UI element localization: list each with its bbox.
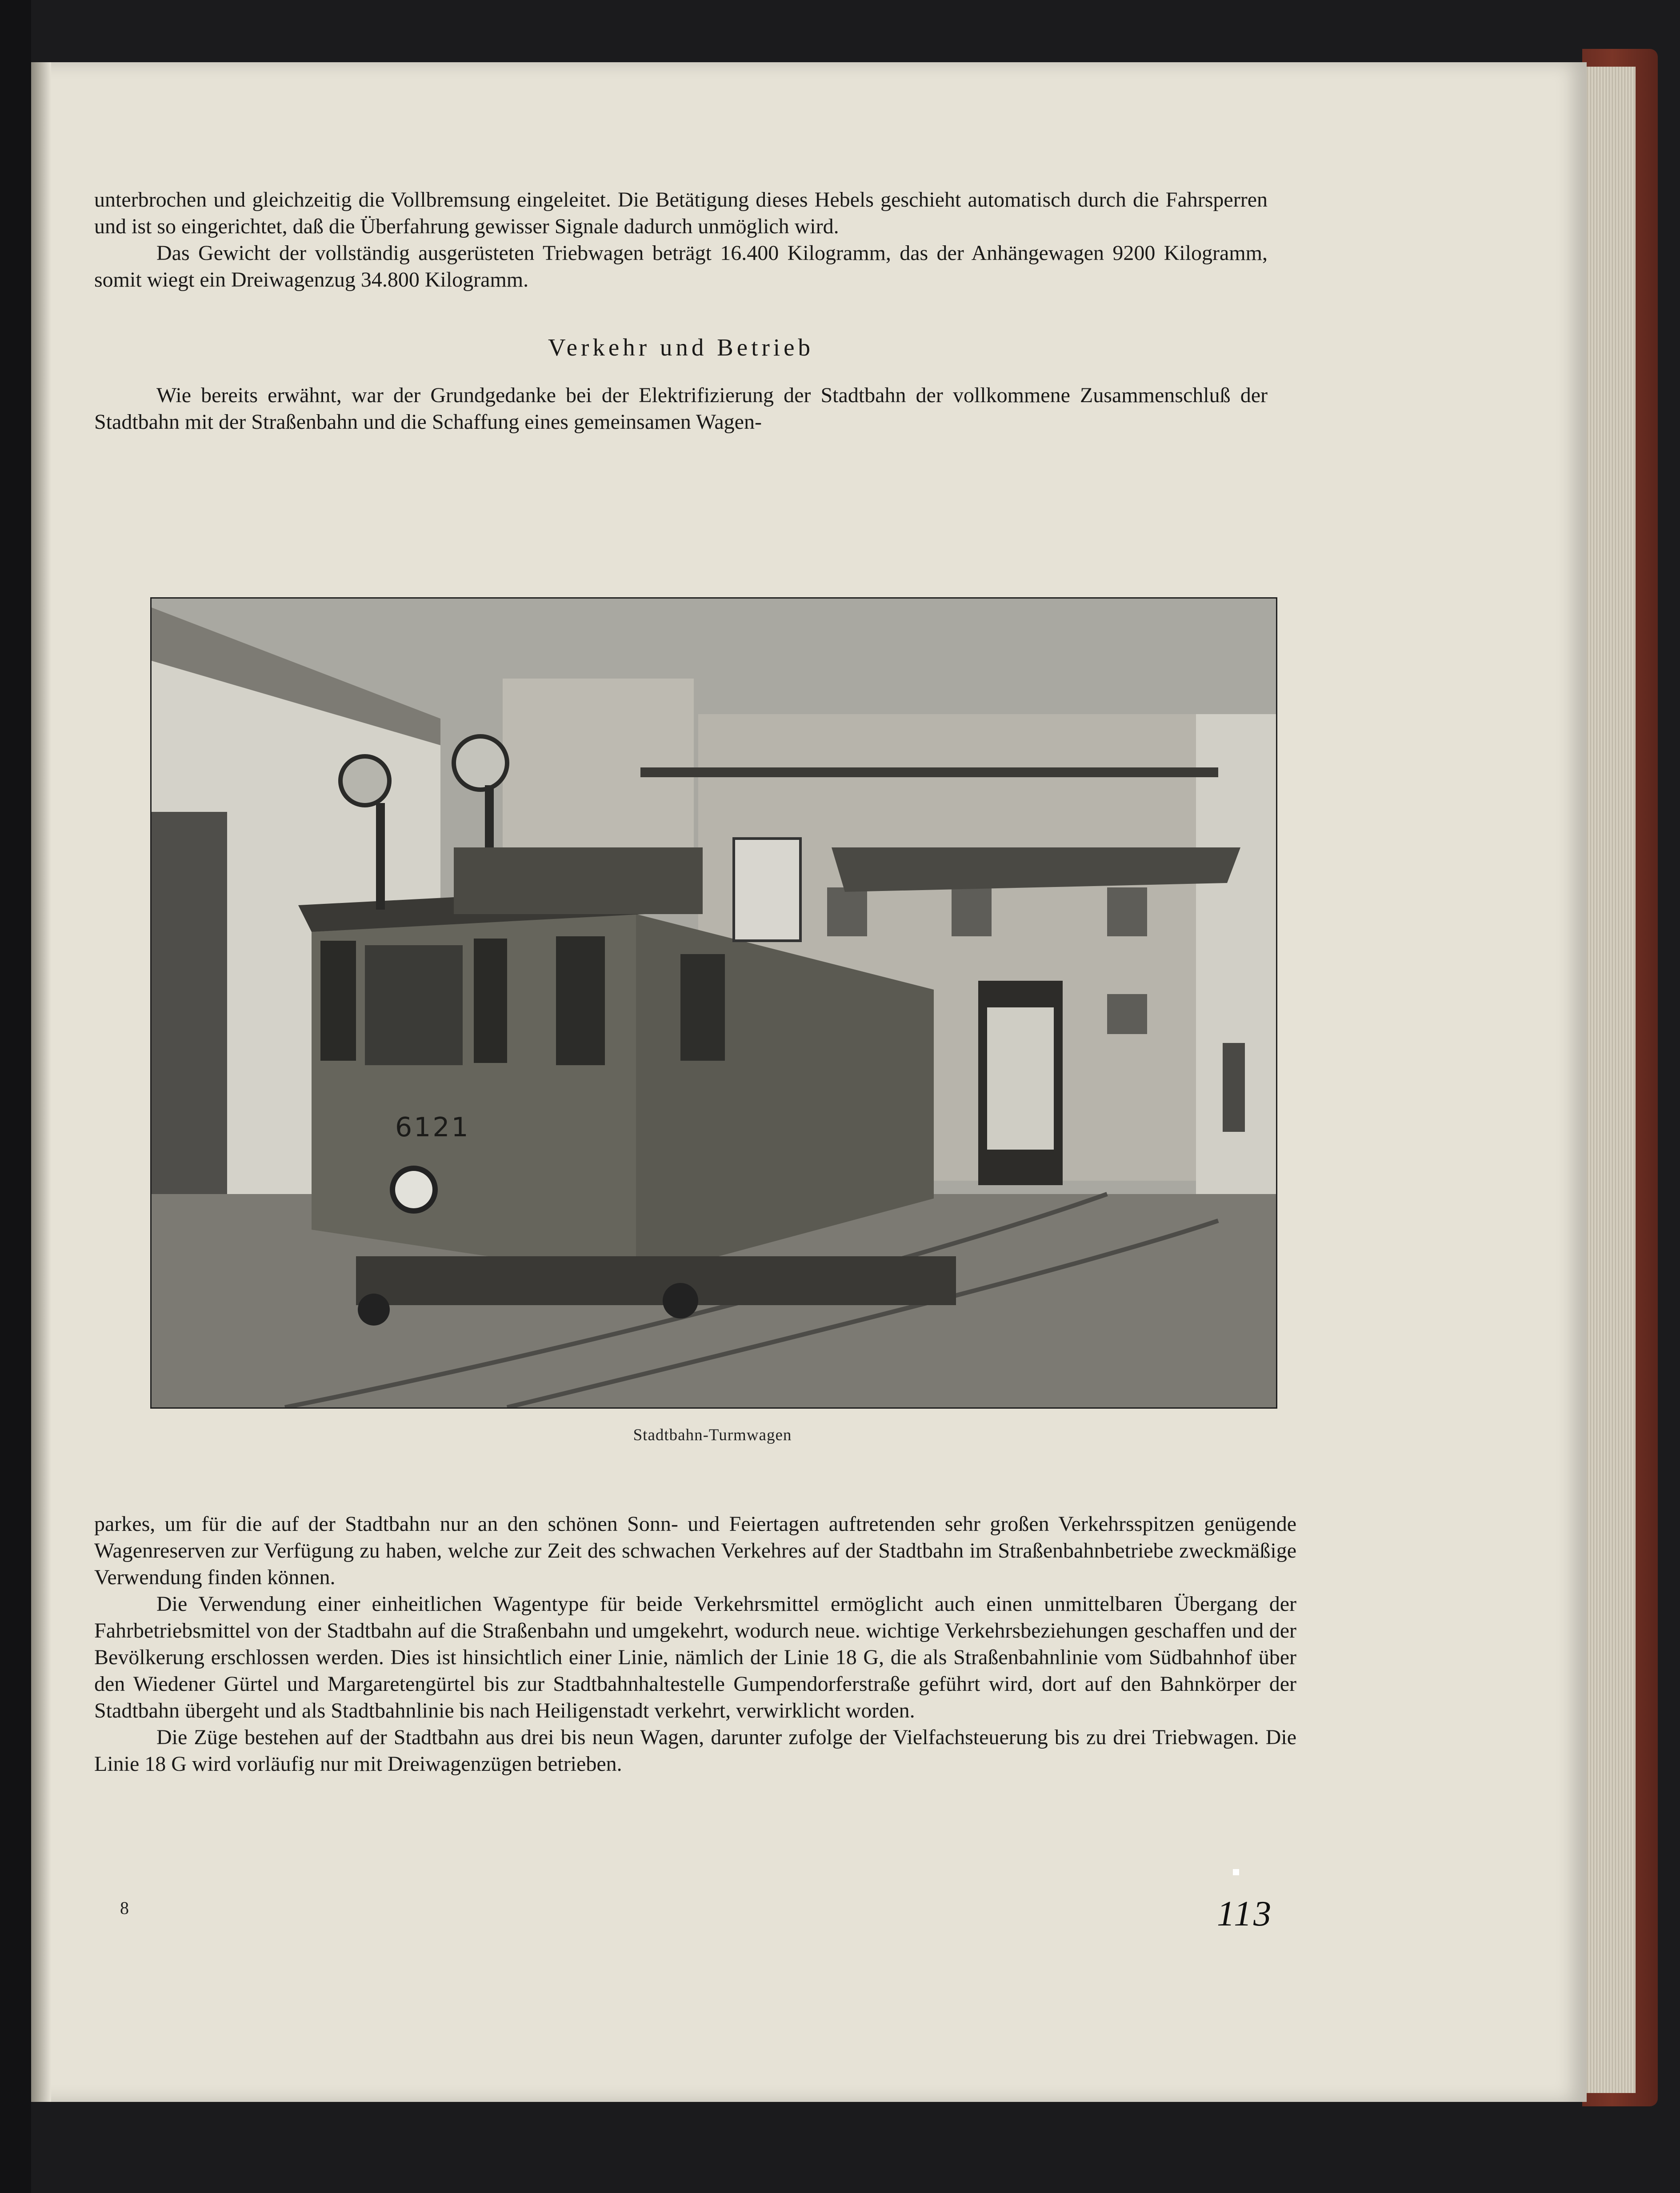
figure-caption: Stadtbahn-Turmwagen [633,1426,792,1444]
text-block-top [94,187,1268,435]
paragraph: Wie bereits erwähnt, war der Grundgedanke bei der Elektrifizierung der Stadtbahn der vollkommene Zusammenschluß der Stadtbahn mit der Straßenbahn und die Schaffung eines gemeinsamen Wagen- [94,383,1268,434]
paragraph: Die Züge bestehen auf der Stadtbahn aus drei bis neun Wagen, darunter zufolge der Vielfachsteuerung bis zu drei Triebwagen. Die Linie 18 G wird vorläufig nur mit Dreiwagenzügen betrieben. [94,1726,1296,1776]
text-block-bottom [94,1511,1296,1778]
scan-speck [1233,1869,1239,1875]
page-edges [1582,67,1636,2093]
paragraph: Das Gewicht der vollständig ausgerüsteten Triebwagen beträgt 16.400 Kilogramm, das der Anhängewagen 9200 Kilogramm, somit wiegt ein Dreiwagenzug 34.800 Kilogramm. [94,241,1268,292]
scan-background [0,0,31,2193]
paragraph: parkes, um für die auf der Stadtbahn nur an den schönen Sonn- und Feiertagen auftretenden sehr großen Verkehrsspitzen genügende Wagenreserven zur Verfügung zu haben, welche zur Zeit des schwachen Verkehres auf der Stadtbahn im Straßenbahnbetriebe zweckmäßige Verwendung finden können. [94,1512,1296,1589]
paragraph: unterbrochen und gleichzeitig die Vollbremsung eingeleitet. Die Betätigung dieses Hebels geschieht automatisch durch die Fahrsperren und ist so eingerichtet, daß die Überfahrung gewisser Signale dadurch unmöglich wird. [94,188,1268,238]
section-heading: Verkehr und Betrieb [548,334,814,361]
paragraph: Die Verwendung einer einheitlichen Wagentype für beide Verkehrsmittel ermöglicht auch einen unmittelbaren Übergang der Fahrbetriebsmittel von der Stadtbahn auf die Straßenbahn und umgekehrt, wodurch neue. wichtige Verkehrsbeziehungen geschaffen und der Bevölkerung erschlossen werden. Dies ist hinsichtlich einer Linie, nämlich der Linie 18 G, die als Straßenbahnlinie vom Südbahnhof über den Wiedener Gürtel und Margaretengürtel bis zur Stadtbahnhaltestelle Gumpendorferstraße geführt wird, dort auf den Bahnkörper der Stadtbahn übergeht und als Stadtbahnlinie bis nach Heiligenstadt verkehrt, verwirklicht worden. [94,1592,1296,1722]
signature-mark: 8 [120,1898,129,1918]
page-number: 113 [1217,1894,1273,1933]
car-number-label: 6121 [395,1112,470,1143]
photo-tower-car [150,597,1277,1409]
gutter-shadow [31,62,51,2102]
